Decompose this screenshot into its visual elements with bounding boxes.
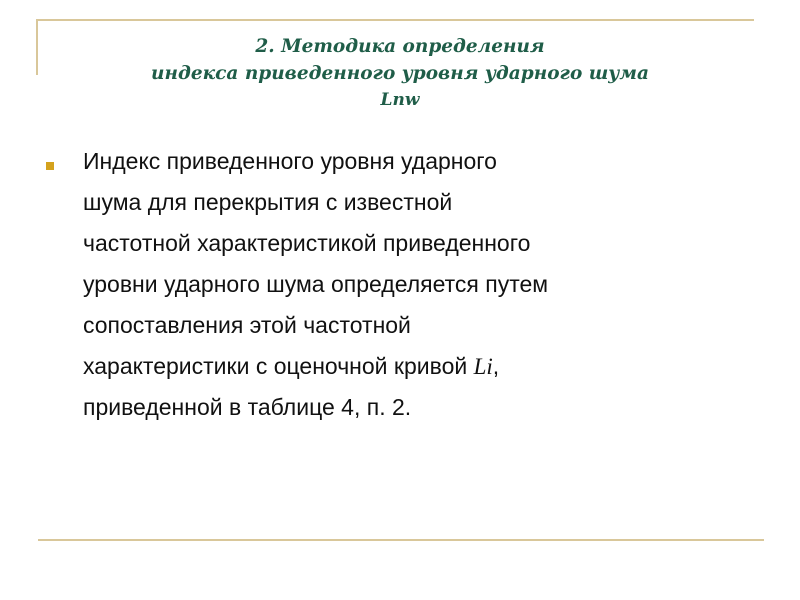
body-line-1: Индекс приведенного уровня ударного — [83, 148, 497, 174]
body-line-2: шума для перекрытия с известной — [83, 189, 453, 215]
body-line-6-text: характеристики с оценочной кривой — [83, 353, 474, 379]
li-symbol: Li — [473, 354, 493, 379]
comma: , — [492, 353, 500, 379]
bottom-divider — [38, 539, 764, 541]
top-divider — [36, 19, 754, 21]
slide-title — [60, 33, 740, 114]
title-line-2: индекса приведенного уровня ударного шума — [151, 63, 649, 84]
body-line-7: приведенной в таблице 4, п. 2. — [83, 394, 412, 420]
title-line-3: Lnw — [380, 90, 420, 110]
body-line-5: сопоставления этой частотной — [83, 312, 411, 338]
body-line-6 — [83, 346, 773, 387]
bullet-square-icon — [46, 162, 54, 170]
title-line-1: 2. Методика определения — [255, 36, 545, 57]
left-divider — [36, 19, 38, 75]
body-text — [83, 141, 773, 428]
body-line-4: уровни ударного шума определяется путем — [83, 271, 549, 297]
body-line-3: частотной характеристикой приведенного — [83, 230, 531, 256]
